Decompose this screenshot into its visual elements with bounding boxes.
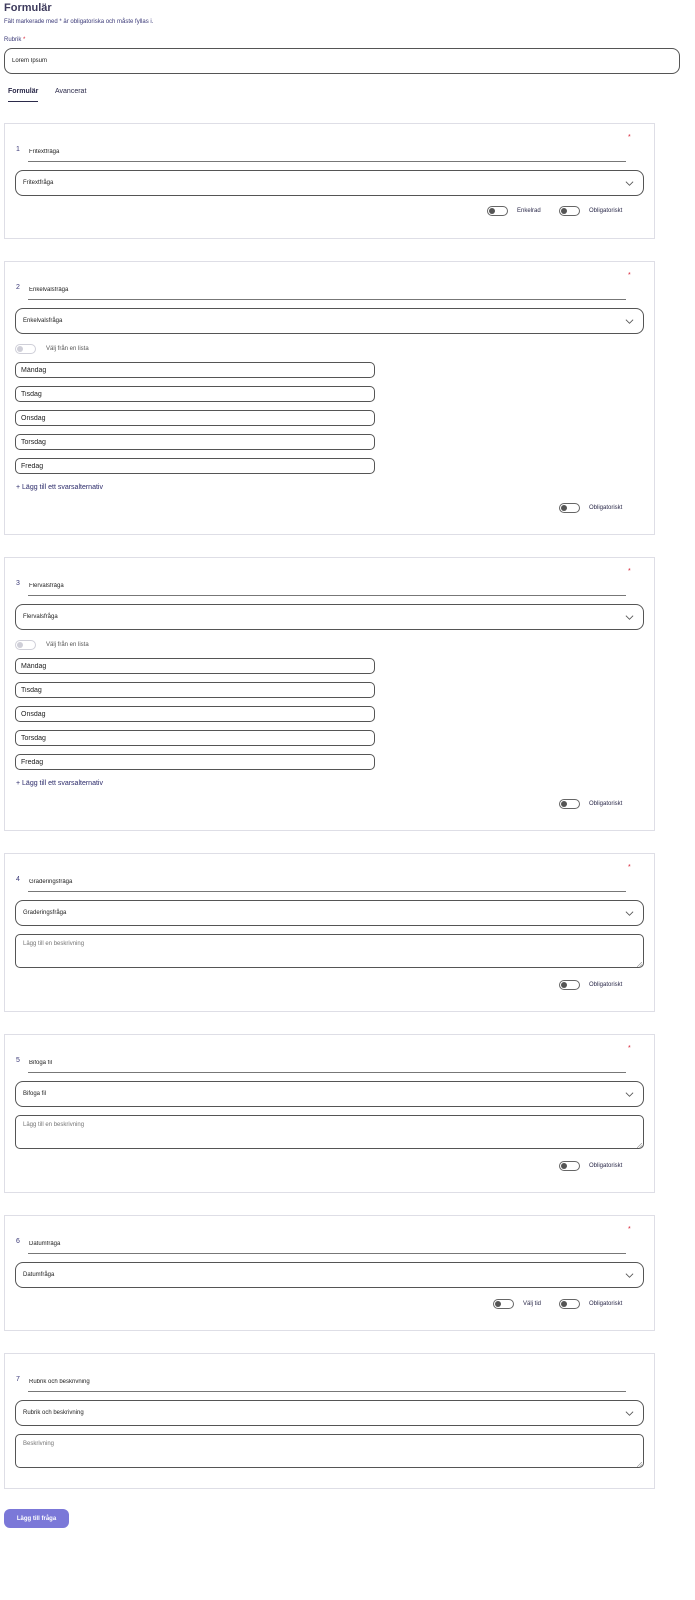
page-title: Formulär xyxy=(4,2,52,14)
question-type-value: Datumfråga xyxy=(23,1272,55,1278)
toggle-row xyxy=(559,503,639,515)
question-card-6 xyxy=(4,1215,655,1331)
question-number: 7 xyxy=(16,1376,20,1383)
question-type-value: Bifoga fil xyxy=(23,1091,47,1097)
rubrik-label xyxy=(4,37,25,43)
option-input[interactable] xyxy=(15,386,375,402)
mandatory-label: Obligatoriskt xyxy=(589,1163,623,1169)
mandatory-label: Obligatoriskt xyxy=(589,801,623,807)
question-title-input[interactable] xyxy=(28,146,626,162)
question-type-select[interactable] xyxy=(15,900,644,926)
tab-avancerat[interactable]: Avancerat xyxy=(55,88,87,95)
option-input[interactable] xyxy=(15,730,375,746)
chevron-down-icon xyxy=(625,1409,634,1418)
question-card-1 xyxy=(4,123,655,239)
question-number: 5 xyxy=(16,1057,20,1064)
option-input[interactable] xyxy=(15,706,375,722)
question-type-select[interactable] xyxy=(15,1081,644,1107)
description-textarea[interactable] xyxy=(15,1115,644,1149)
question-number: 3 xyxy=(16,580,20,587)
rubrik-input[interactable] xyxy=(4,48,680,74)
question-type-select[interactable] xyxy=(15,1400,644,1426)
chevron-down-icon xyxy=(625,1090,634,1099)
enkelrad-label: Enkelrad xyxy=(517,208,541,214)
time-toggle[interactable] xyxy=(493,1299,514,1309)
question-type-select[interactable] xyxy=(15,308,644,334)
toggle-row xyxy=(559,980,639,992)
option-input[interactable] xyxy=(15,658,375,674)
chevron-down-icon xyxy=(625,1271,634,1280)
question-title-input[interactable] xyxy=(28,1238,626,1254)
enkelrad-toggle[interactable] xyxy=(487,206,508,216)
mandatory-toggle[interactable] xyxy=(559,1161,580,1171)
toggle-row xyxy=(559,799,639,811)
choose-list-toggle[interactable] xyxy=(15,344,36,354)
toggle-knob xyxy=(489,208,495,214)
mandatory-toggle[interactable] xyxy=(559,980,580,990)
toggle-knob xyxy=(17,642,23,648)
question-title-input[interactable] xyxy=(28,1057,626,1073)
choose-list-toggle[interactable] xyxy=(15,640,36,650)
mandatory-label: Obligatoriskt xyxy=(589,1301,623,1307)
chevron-down-icon xyxy=(625,909,634,918)
toggle-knob xyxy=(561,208,567,214)
mandatory-toggle[interactable] xyxy=(559,503,580,513)
toggle-row xyxy=(487,206,637,218)
mandatory-toggle[interactable] xyxy=(559,1299,580,1309)
add-question-button[interactable]: Lägg till fråga xyxy=(4,1509,69,1528)
toggle-row xyxy=(493,1299,643,1311)
add-option-link[interactable]: + Lägg till ett svarsalternativ xyxy=(16,780,103,787)
toggle-knob xyxy=(17,346,23,352)
toggle-row xyxy=(559,1161,639,1173)
question-card-4 xyxy=(4,853,655,1012)
resize-grip-icon[interactable] xyxy=(637,962,642,967)
time-label: Välj tid xyxy=(523,1301,542,1307)
choose-list-label: Välj från en lista xyxy=(46,642,89,648)
option-input[interactable] xyxy=(15,410,375,426)
mandatory-label: Obligatoriskt xyxy=(589,982,623,988)
chevron-down-icon xyxy=(625,179,634,188)
description-textarea[interactable] xyxy=(15,934,644,968)
question-type-value: Rubrik och beskrivning xyxy=(23,1410,84,1416)
option-input[interactable] xyxy=(15,458,375,474)
required-star: * xyxy=(23,37,26,43)
question-card-5 xyxy=(4,1034,655,1193)
question-number: 4 xyxy=(16,876,20,883)
question-type-value: Graderingsfråga xyxy=(23,910,67,916)
required-star: * xyxy=(628,1045,631,1052)
required-star: * xyxy=(628,568,631,575)
question-card-2 xyxy=(4,261,655,535)
toggle-knob xyxy=(561,801,567,807)
toggle-knob xyxy=(561,505,567,511)
option-input[interactable] xyxy=(15,754,375,770)
required-star: * xyxy=(628,272,631,279)
option-input[interactable] xyxy=(15,434,375,450)
toggle-knob xyxy=(561,982,567,988)
mandatory-label: Obligatoriskt xyxy=(589,208,623,214)
tab-formular[interactable]: Formulär xyxy=(8,88,39,95)
question-title-input[interactable] xyxy=(28,284,626,300)
resize-grip-icon[interactable] xyxy=(637,1462,642,1467)
required-note: Fält markerade med * är obligatoriska och måste fyllas i. xyxy=(4,19,154,25)
question-title-input[interactable] xyxy=(28,1376,626,1392)
rubrik-label-text: Rubrik xyxy=(4,37,22,43)
question-number: 6 xyxy=(16,1238,20,1245)
question-title-input[interactable] xyxy=(28,580,626,596)
toggle-knob xyxy=(495,1301,501,1307)
question-card-7 xyxy=(4,1353,655,1489)
question-number: 2 xyxy=(16,284,20,291)
resize-grip-icon[interactable] xyxy=(637,1143,642,1148)
question-type-value: Enkelvalsfråga xyxy=(23,318,63,324)
required-star: * xyxy=(628,134,631,141)
toggle-knob xyxy=(561,1163,567,1169)
question-card-3 xyxy=(4,557,655,831)
choose-list-row xyxy=(15,640,135,652)
add-option-link[interactable]: + Lägg till ett svarsalternativ xyxy=(16,484,103,491)
mandatory-toggle[interactable] xyxy=(559,799,580,809)
chevron-down-icon xyxy=(625,613,634,622)
description-textarea[interactable] xyxy=(15,1434,644,1468)
mandatory-label: Obligatoriskt xyxy=(589,505,623,511)
required-star: * xyxy=(628,1226,631,1233)
required-star: * xyxy=(628,864,631,871)
question-type-select[interactable] xyxy=(15,170,644,196)
question-type-select[interactable] xyxy=(15,1262,644,1288)
question-type-value: Flervalsfråga xyxy=(23,614,58,620)
option-input[interactable] xyxy=(15,682,375,698)
question-title-input[interactable] xyxy=(28,876,626,892)
question-type-value: Fritextfråga xyxy=(23,180,54,186)
mandatory-toggle[interactable] xyxy=(559,206,580,216)
question-number: 1 xyxy=(16,146,20,153)
chevron-down-icon xyxy=(625,317,634,326)
option-input[interactable] xyxy=(15,362,375,378)
question-type-select[interactable] xyxy=(15,604,644,630)
choose-list-label: Välj från en lista xyxy=(46,346,89,352)
toggle-knob xyxy=(561,1301,567,1307)
choose-list-row xyxy=(15,344,135,356)
